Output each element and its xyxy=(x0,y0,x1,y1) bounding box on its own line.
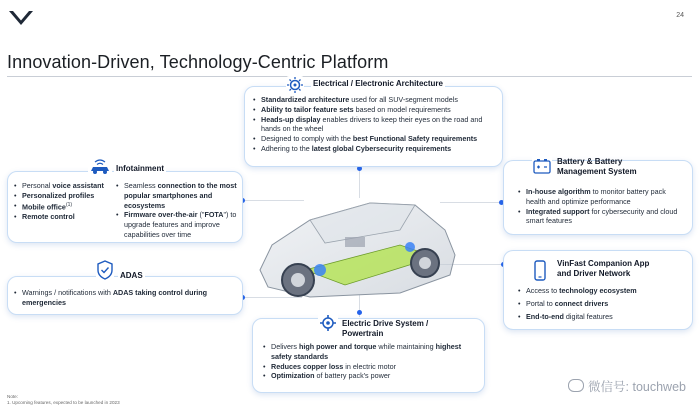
list-item: • Ability to tailor feature sets based on model requirements xyxy=(253,105,494,115)
list-item: • Remote control xyxy=(14,212,114,222)
watermark xyxy=(568,377,686,395)
list-item: • Delivers high power and torque while maintaining highest safety standards xyxy=(263,342,476,362)
list-item: • Personal voice assistant xyxy=(14,181,114,191)
list-item: • Integrated support for cybersecurity and cloud smart features xyxy=(518,207,684,227)
list-item: • Warnings / notifications with ADAS taking control during emergencies xyxy=(14,288,236,308)
page-title: Innovation-Driven, Technology-Centric Platform xyxy=(7,52,389,72)
car-xray-illustration xyxy=(250,175,465,310)
gear-chip-icon xyxy=(285,75,305,95)
page-number: 24 xyxy=(676,12,684,19)
adas-card xyxy=(7,271,243,315)
electric-drive-card xyxy=(252,318,485,393)
connector-dot-drive xyxy=(357,310,362,315)
list-item: • Optimization of battery pack's power xyxy=(263,371,476,381)
motor-gear-icon xyxy=(318,313,338,333)
battery-title: Battery & Battery Management System xyxy=(557,157,637,176)
infotainment-card xyxy=(7,164,243,243)
shield-check-icon xyxy=(96,260,114,280)
list-item: • Standardized architecture used for all SUV-segment models xyxy=(253,95,494,105)
list-item: • In-house algorithm to monitor battery pack health and optimize performance xyxy=(518,187,684,207)
wechat-icon xyxy=(568,379,584,392)
list-item: • Firmware over-the-air ("FOTA") to upgrade features and improve capabilities over time xyxy=(116,210,238,239)
adas-title: ADAS xyxy=(120,271,143,280)
smartphone-icon xyxy=(532,260,548,282)
list-item: • Mobile office$^{(1)}$ xyxy=(14,201,114,212)
electrical-architecture-title: Electrical / Electronic Architecture xyxy=(313,79,443,88)
vinfast-logo xyxy=(8,10,34,26)
list-item: • Portal to connect drivers xyxy=(518,299,684,309)
companion-app-card xyxy=(503,250,693,330)
list-item: • Access to technology ecosystem xyxy=(518,286,684,296)
list-item: • Reduces copper loss in electric motor xyxy=(263,362,476,372)
list-item: • Seamless connection to the most popular smartphones and ecosystems xyxy=(116,181,238,210)
electric-drive-title: Electric Drive System / Powertrain xyxy=(342,319,429,338)
footnote xyxy=(7,394,120,406)
electrical-architecture-card xyxy=(244,79,503,167)
car-wifi-icon xyxy=(88,156,112,176)
footnote-text: 1. Upcoming features, expected to be launched in 2023 xyxy=(7,400,120,405)
battery-card xyxy=(503,157,693,235)
list-item: • Adhering to the latest global Cybersecurity requirements xyxy=(253,144,494,154)
footnote-label: Note: xyxy=(7,394,18,399)
infotainment-title: Infotainment xyxy=(116,164,164,173)
battery-icon xyxy=(532,156,552,176)
companion-app-title: VinFast Companion App and Driver Network xyxy=(557,259,650,278)
list-item: • Heads-up display enables drivers to keep their eyes on the road and hands on the wheel xyxy=(253,115,494,135)
watermark-text: 微信号: touchweb xyxy=(588,380,686,394)
list-item: • Personalized profiles xyxy=(14,191,114,201)
list-item: • End-to-end digital features xyxy=(518,312,684,322)
title-divider xyxy=(7,76,692,77)
list-item: • Designed to comply with the best Functional Safety requirements xyxy=(253,134,494,144)
